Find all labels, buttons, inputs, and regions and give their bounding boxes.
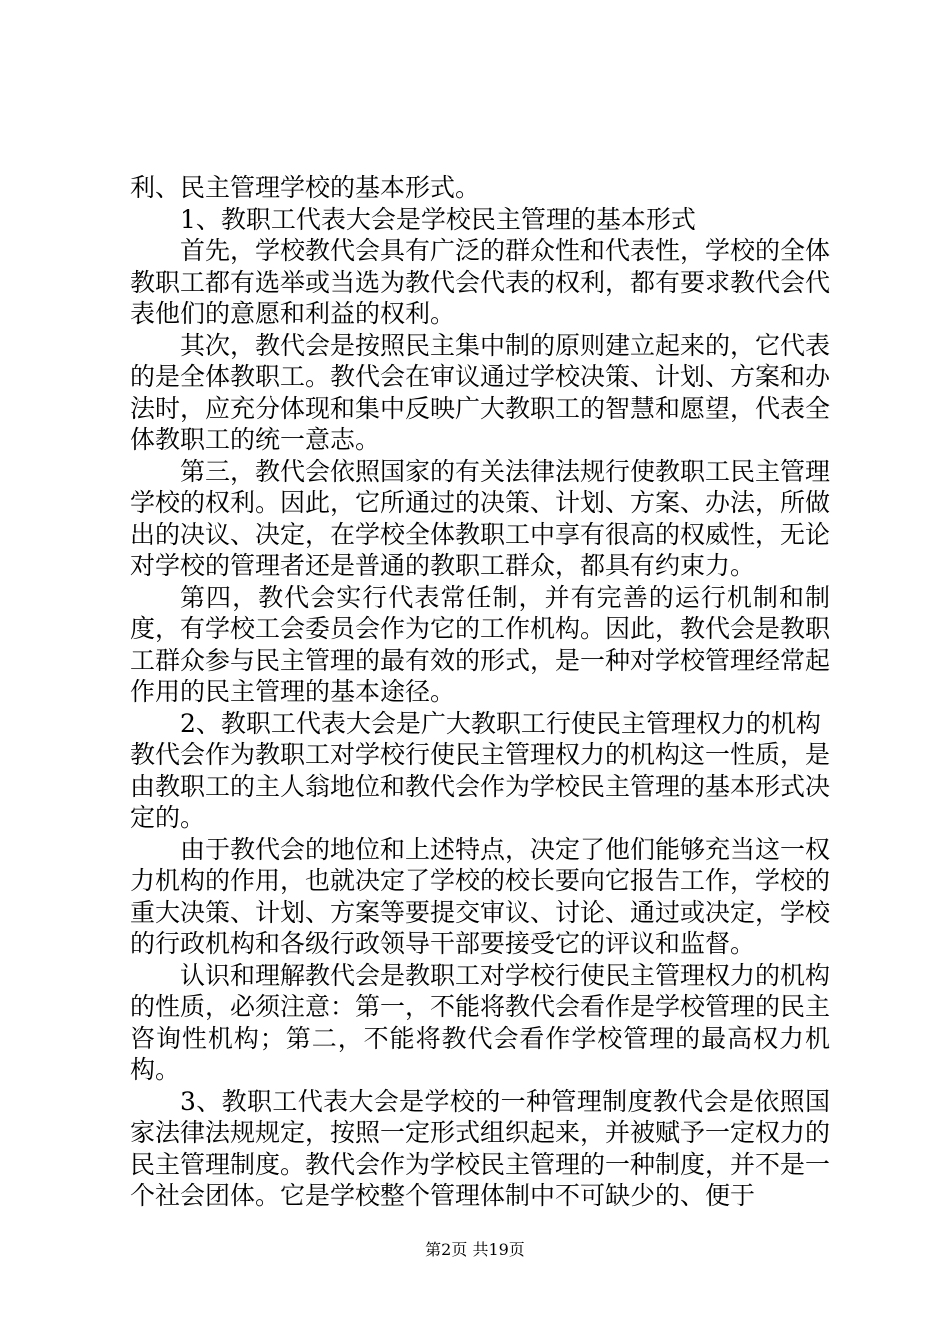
paragraph-8: 教代会作为教职工对学校行使民主管理权力的机构这一性质，是由教职工的主人翁地位和教代会作为学校民主管理的基本形式决定的。 bbox=[130, 740, 831, 832]
paragraph-4: 其次，教代会是按照民主集中制的原则建立起来的，它代表的是全体教职工。教代会在审议通过学校决策、计划、方案和办法时，应充分体现和集中反映广大教职工的智慧和愿望，代表全体教职工的统一意志。 bbox=[130, 330, 831, 454]
paragraph-5: 第三，教代会依照国家的有关法律法规行使教职工民主管理学校的权利。因此，它所通过的决策、计划、方案、办法，所做出的决议、决定，在学校全体教职工中享有很高的权威性，无论对学校的管理者还是普通的教职工群众，都具有约束力。 bbox=[130, 456, 831, 580]
paragraph-7-heading: 2、教职工代表大会是广大教职工行使民主管理权力的机构 bbox=[180, 708, 821, 738]
paragraph-11-heading: 3、教职工代表大会是学校的一种管理制度教代会是依照国家法律法规规定，按照一定形式组织起来，并被赋予一定权力的民主管理制度。教代会作为学校民主管理的一种制度，并不是一个社会团体。它是学校整个管理体制中不可缺少的、便于 bbox=[130, 1086, 831, 1210]
paragraph-1: 利、民主管理学校的基本形式。 bbox=[130, 173, 481, 202]
document-body bbox=[130, 172, 830, 1212]
paragraph-2-heading: 1、教职工代表大会是学校民主管理的基本形式 bbox=[180, 204, 696, 234]
paragraph-6: 第四，教代会实行代表常任制，并有完善的运行机制和制度，有学校工会委员会作为它的工作机构。因此，教代会是教职工群众参与民主管理的最有效的形式，是一种对学校管理经常起作用的民主管理的基本途径。 bbox=[130, 582, 831, 706]
paragraph-3: 首先，学校教代会具有广泛的群众性和代表性，学校的全体教职工都有选举或当选为教代会代表的权利，都有要求教代会代表他们的意愿和利益的权利。 bbox=[130, 236, 831, 328]
paragraph-10: 认识和理解教代会是教职工对学校行使民主管理权力的机构的性质，必须注意：第一，不能将教代会看作是学校管理的民主咨询性机构；第二，不能将教代会看作学校管理的最高权力机构。 bbox=[130, 960, 831, 1084]
page-footer: 第2页 共19页 bbox=[425, 1240, 525, 1259]
paragraph-9: 由于教代会的地位和上述特点，决定了他们能够充当这一权力机构的作用，也就决定了学校的校长要向它报告工作，学校的重大决策、计划、方案等要提交审议、讨论、通过或决定，学校的行政机构和各级行政领导干部要接受它的评议和监督。 bbox=[130, 834, 831, 958]
